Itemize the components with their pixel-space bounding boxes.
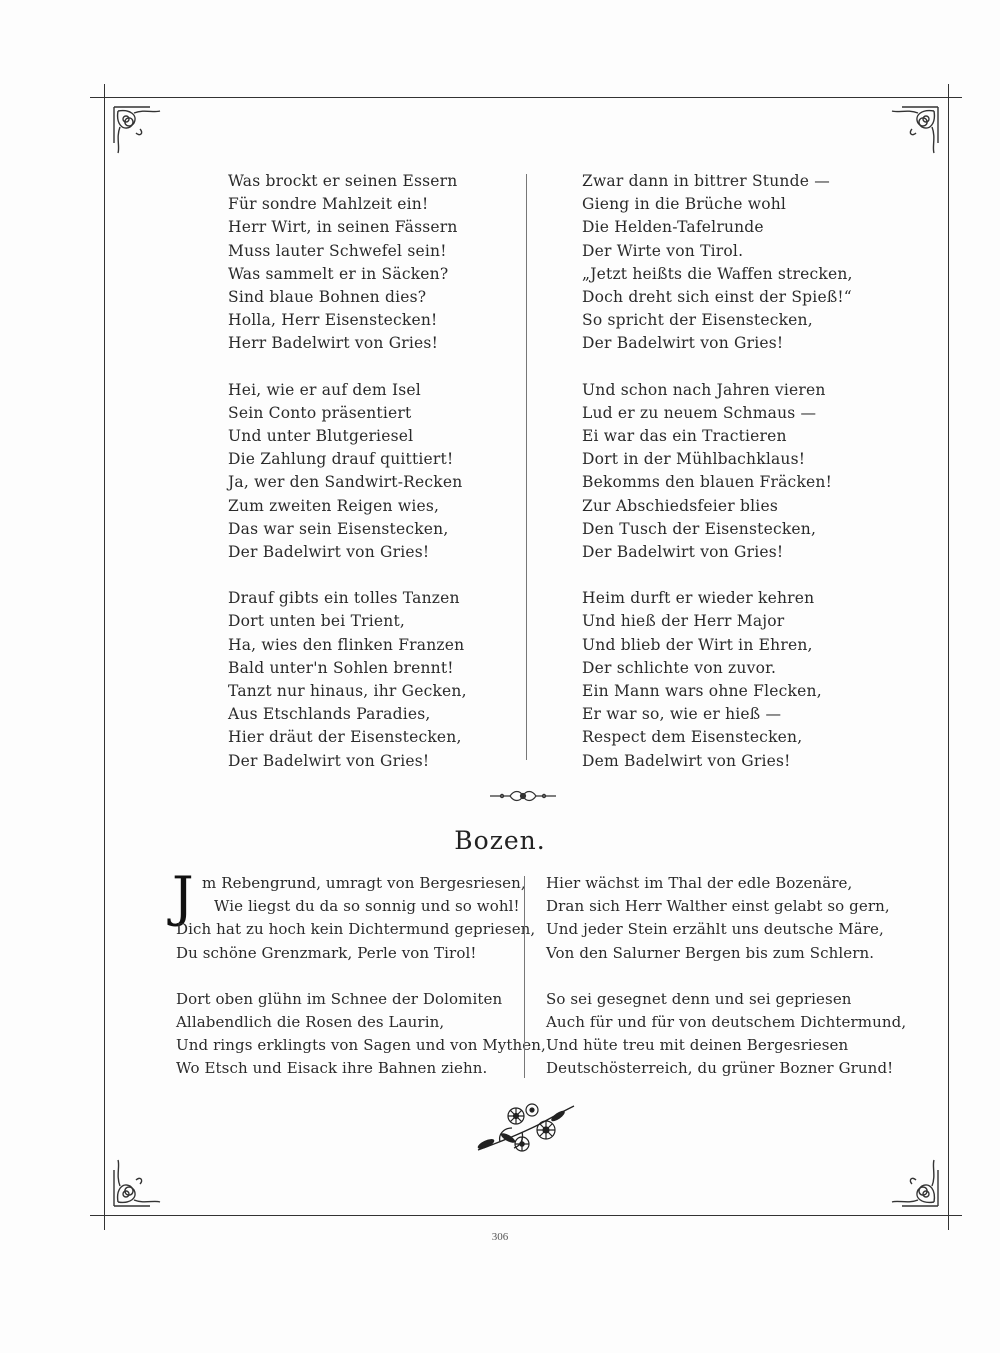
stanza	[582, 379, 853, 565]
lower-right-column	[546, 872, 906, 1104]
verse-line: Der Badelwirt von Gries!	[582, 543, 784, 562]
verse-line: Auch für und für von deutschem Dichtermund,	[546, 1013, 907, 1032]
stanza	[228, 587, 467, 773]
ornamental-corner-icon	[110, 103, 174, 167]
verse-line: Tanzt nur hinaus, ihr Gecken,	[228, 682, 467, 701]
drop-initial: J	[172, 865, 194, 928]
verse-line: „Jetzt heißts die Waffen strecken,	[582, 264, 853, 283]
verse-line: Respect dem Eisenstecken,	[582, 728, 803, 747]
verse-line: Ja, wer den Sandwirt-Recken	[228, 473, 463, 492]
verse-line: Hei, wie er auf dem Isel	[228, 380, 421, 399]
verse-line: Holla, Herr Eisenstecken!	[228, 311, 438, 330]
verse-line: Zwar dann in bittrer Stunde —	[582, 172, 830, 190]
stanza	[582, 587, 853, 773]
stanza	[176, 988, 546, 1081]
verse-line: Er war so, wie er hieß —	[582, 705, 782, 724]
verse-line: Wie liegst du da so sonnig und so wohl!	[214, 897, 520, 916]
stanza	[176, 872, 546, 965]
lower-left-column	[176, 872, 546, 1104]
verse-line: Dort oben glühn im Schnee der Dolomiten	[176, 989, 503, 1008]
border-bottom	[90, 1215, 962, 1216]
verse-line: Und rings erklingts von Sagen und von Mythen,	[176, 1036, 546, 1055]
verse-line: Deutschösterreich, du grüner Bozner Grund!	[546, 1059, 894, 1078]
verse-line: Herr Badelwirt von Gries!	[228, 334, 439, 353]
border-left	[104, 84, 105, 1230]
verse-line: Lud er zu neuem Schmaus —	[582, 403, 817, 422]
verse-line: Den Tusch der Eisenstecken,	[582, 519, 817, 538]
column-divider	[526, 174, 527, 760]
column-divider	[524, 876, 525, 1078]
verse-line: Ein Mann wars ohne Flecken,	[582, 682, 822, 701]
verse-line: So sei gesegnet denn und sei gepriesen	[546, 989, 852, 1008]
verse-line: Und schon nach Jahren vieren	[582, 380, 826, 399]
verse-line: Was brockt er seinen Essern	[228, 172, 458, 190]
stanza	[228, 170, 467, 356]
verse-line: Und hieß der Herr Major	[582, 612, 785, 631]
verse-line: Hier dräut der Eisenstecken,	[228, 728, 462, 747]
verse-line: Wo Etsch und Eisack ihre Bahnen ziehn.	[176, 1059, 488, 1078]
verse-line: Die Helden-Tafelrunde	[582, 218, 764, 237]
page-number: 306	[491, 1231, 509, 1243]
verse-line: Doch dreht sich einst der Spieß!“	[582, 288, 852, 307]
verse-line: So spricht der Eisenstecken,	[582, 311, 813, 330]
verse-line: Zur Abschiedsfeier blies	[582, 496, 778, 515]
verse-line: Von den Salurner Bergen bis zum Schlern.	[546, 943, 875, 962]
verse-line: Sind blaue Bohnen dies?	[228, 288, 427, 307]
stanza	[582, 170, 853, 356]
stanza	[546, 872, 906, 965]
verse-line: Und blieb der Wirt in Ehren,	[582, 635, 813, 654]
verse-line: Herr Wirt, in seinen Fässern	[228, 218, 458, 237]
poem-title: Bozen.	[454, 826, 546, 855]
upper-left-column	[228, 170, 467, 796]
verse-line: Allabendlich die Rosen des Laurin,	[176, 1013, 445, 1032]
verse-line: Was sammelt er in Säcken?	[228, 264, 449, 283]
verse-line: Dem Badelwirt von Gries!	[582, 751, 791, 770]
upper-right-column	[582, 170, 853, 796]
verse-line: Aus Etschlands Paradies,	[228, 705, 431, 724]
stanza	[546, 988, 906, 1081]
stanza	[228, 379, 467, 565]
verse-line: Der schlichte von zuvor.	[582, 658, 777, 677]
verse-line: Die Zahlung drauf quittiert!	[228, 450, 454, 469]
verse-line: Heim durft er wieder kehren	[582, 589, 815, 608]
verse-line: Sein Conto präsentiert	[228, 403, 412, 422]
verse-line: Ei war das ein Tractieren	[582, 427, 787, 446]
verse-line: Muss lauter Schwefel sein!	[228, 241, 447, 260]
flower-sprig-icon	[470, 1098, 580, 1158]
verse-line: Hier wächst im Thal der edle Bozenäre,	[546, 874, 853, 892]
ornamental-corner-icon	[878, 103, 942, 167]
verse-line: Dran sich Herr Walther einst gelabt so gern,	[546, 897, 890, 916]
verse-line: Der Badelwirt von Gries!	[228, 543, 430, 562]
verse-line: Ha, wies den flinken Franzen	[228, 635, 465, 654]
verse-line: Zum zweiten Reigen wies,	[228, 496, 440, 515]
ornamental-corner-icon	[110, 1146, 174, 1210]
verse-line: Der Wirte von Tirol.	[582, 241, 744, 260]
verse-line: Du schöne Grenzmark, Perle von Tirol!	[176, 943, 477, 962]
verse-line: Und jeder Stein erzählt uns deutsche Märe,	[546, 920, 884, 939]
verse-line: Und unter Blutgeriesel	[228, 427, 414, 446]
verse-line: Dich hat zu hoch kein Dichtermund gepriesen,	[176, 920, 536, 939]
verse-line: Für sondre Mahlzeit ein!	[228, 195, 429, 214]
verse-line: Das war sein Eisenstecken,	[228, 519, 449, 538]
verse-line: Bald unter'n Sohlen brennt!	[228, 658, 454, 677]
verse-line: m Rebengrund, umragt von Bergesriesen,	[202, 874, 526, 892]
verse-line: Gieng in die Brüche wohl	[582, 195, 787, 214]
verse-line: Bekomms den blauen Fräcken!	[582, 473, 833, 492]
ornamental-corner-icon	[878, 1146, 942, 1210]
verse-line: Dort in der Mühlbachklaus!	[582, 450, 806, 469]
border-top	[90, 97, 962, 98]
flourish-separator-icon	[488, 787, 558, 805]
verse-line: Drauf gibts ein tolles Tanzen	[228, 589, 460, 608]
verse-line: Der Badelwirt von Gries!	[582, 334, 784, 353]
verse-line: Und hüte treu mit deinen Bergesriesen	[546, 1036, 849, 1055]
verse-line: Der Badelwirt von Gries!	[228, 751, 430, 770]
border-right	[948, 84, 949, 1230]
verse-line: Dort unten bei Trient,	[228, 612, 405, 631]
